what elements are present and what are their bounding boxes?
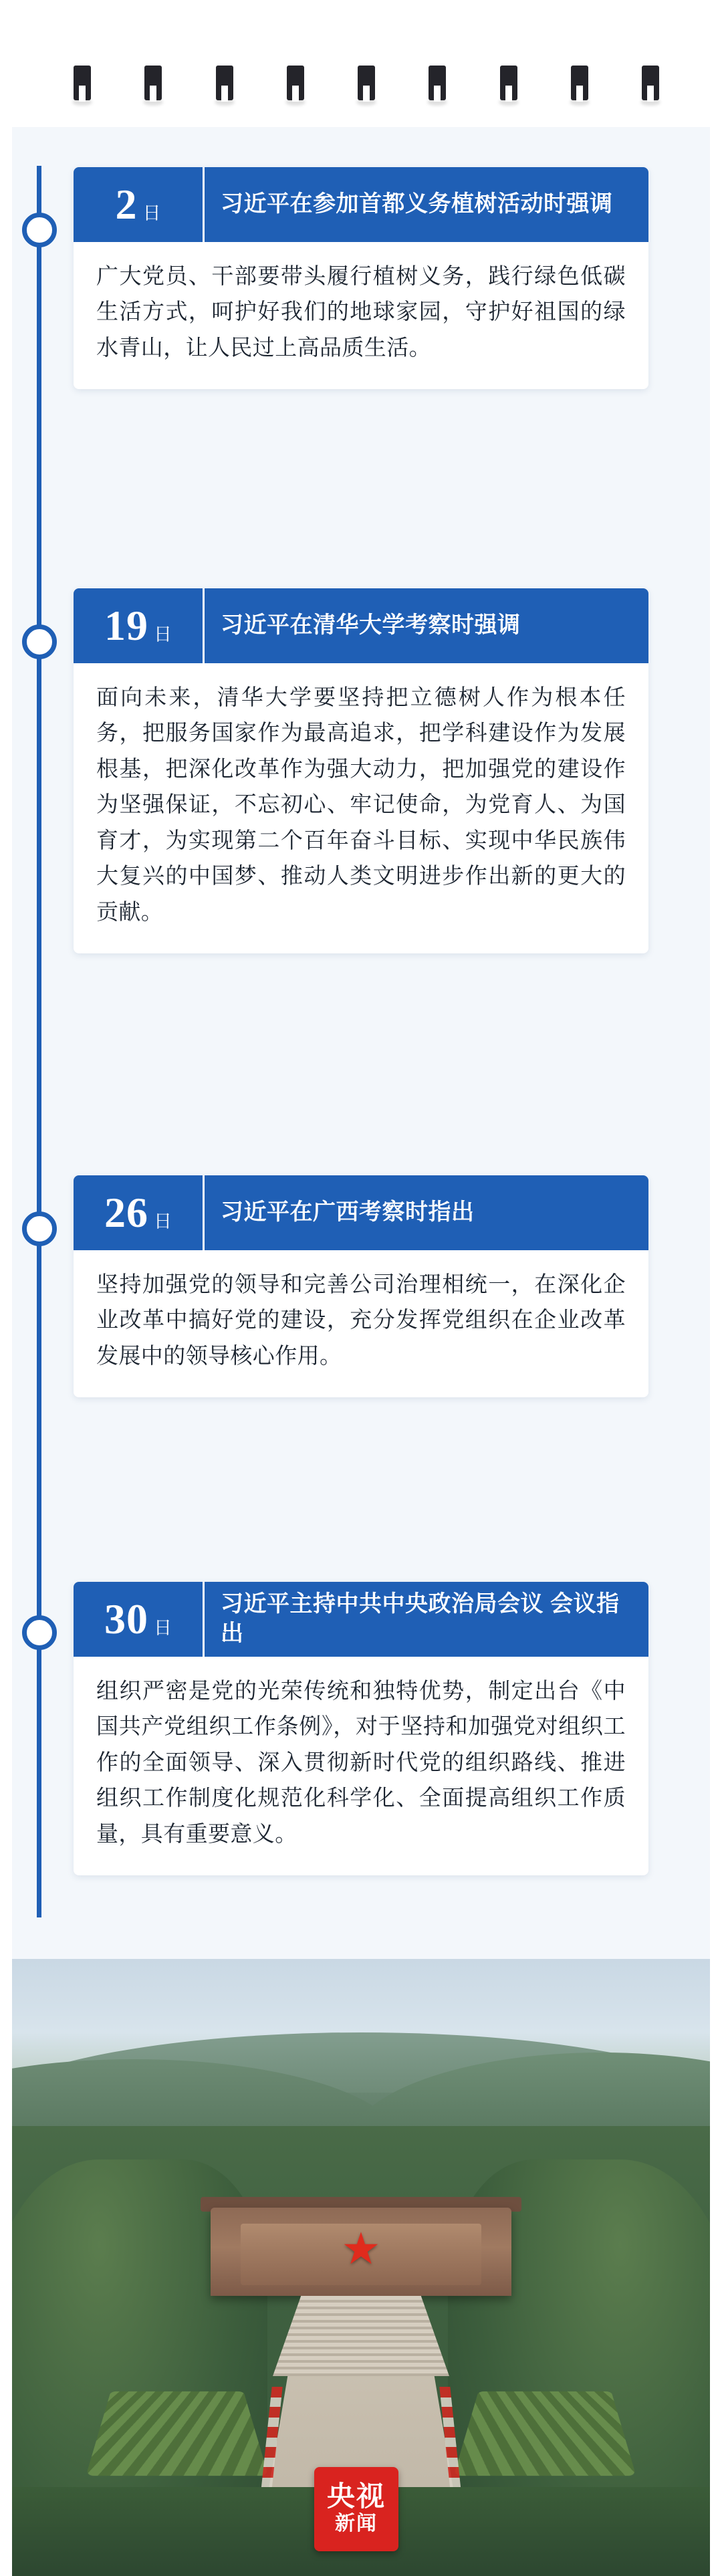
entry-header (74, 1175, 648, 1250)
entry-card (74, 588, 648, 953)
photo-hedge-left (86, 2391, 268, 2476)
timeline-rail (37, 166, 41, 1917)
photo-steps (273, 2296, 449, 2376)
red-star-icon: ★ (341, 2225, 381, 2274)
right-margin (710, 0, 722, 2576)
logo-line-1: 央视 (326, 2480, 386, 2512)
entry-card (74, 1175, 648, 1397)
entry-date-unit: 日 (154, 1617, 172, 1638)
entry-header (74, 1582, 648, 1657)
entry-date (74, 1582, 205, 1657)
entry-date-unit: 日 (154, 624, 172, 645)
entry-card (74, 1582, 648, 1875)
logo-line-2: 新闻 (335, 2512, 378, 2535)
entry-date-number: 2 (115, 181, 138, 228)
entry-date-number: 26 (104, 1189, 148, 1236)
entry-date-number: 19 (104, 602, 148, 649)
left-margin (0, 0, 12, 2576)
entry-date (74, 167, 205, 242)
entry-header (74, 167, 648, 242)
entry-body: 组织严密是党的光荣传统和独特优势，制定出台《中国共产党组织工作条例》，对于坚持和加强党对组织工作的全面领导、深入贯彻新时代党的组织路线、推进组织工作制度化规范化科学化、全面提高组织工作质量，具有重要意义。 (96, 1679, 626, 1847)
binding-ring-icon (215, 66, 235, 107)
bottom-photo (0, 1959, 722, 2576)
entry-date-unit: 日 (154, 1211, 172, 1232)
timeline-dot-icon (22, 1211, 57, 1246)
entry-date (74, 1175, 205, 1250)
entry-date (74, 588, 205, 663)
entry-body: 坚持加强党的领导和完善公司治理相统一，在深化企业改革中搞好党的建设，充分发挥党组织在企业改革发展中的领导核心作用。 (96, 1273, 626, 1369)
binding-ring-icon (640, 66, 660, 107)
binding-ring-icon (72, 66, 92, 107)
entry-headline: 习近平在广西考察时指出 (221, 1199, 475, 1225)
binding-ring-icon (570, 66, 590, 107)
timeline-dot-icon (22, 213, 57, 247)
entry-header (74, 588, 648, 663)
binding-ring-icon (285, 66, 306, 107)
binding-ring-icon (143, 66, 163, 107)
binding-rings (72, 66, 660, 107)
photo-hedge-right (453, 2391, 636, 2476)
binding-ring-icon (499, 66, 519, 107)
timeline-dot-icon (22, 624, 57, 659)
binding-ring-icon (356, 66, 376, 107)
notebook-binding (0, 0, 722, 127)
entry-card (74, 167, 648, 389)
entry-headline: 习近平主持中共中央政治局会议 会议指出 (221, 1591, 620, 1646)
entry-date-number: 30 (104, 1595, 148, 1643)
timeline-dot-icon (22, 1615, 57, 1650)
entry-body: 广大党员、干部要带头履行植树义务，践行绿色低碳生活方式，呵护好我们的地球家园，守护好祖国的绿水青山，让人民过上高品质生活。 (96, 265, 626, 360)
entry-headline: 习近平在清华大学考察时强调 (221, 612, 521, 638)
cctv-news-logo (314, 2467, 398, 2551)
entry-headline: 习近平在参加首都义务植树活动时强调 (221, 191, 613, 217)
entry-body: 面向未来，清华大学要坚持把立德树人作为根本任务，把服务国家作为最高追求，把学科建设作为发展根基，把深化改革作为强大动力，把加强党的建设作为坚强保证，不忘初心、牢记使命，为党育人、为国育才，为实现第二个百年奋斗目标、实现中华民族伟大复兴的中国梦、推动人类文明进步作出新的更大的贡献。 (96, 686, 626, 925)
binding-ring-icon (427, 66, 447, 107)
entry-date-unit: 日 (142, 203, 161, 223)
